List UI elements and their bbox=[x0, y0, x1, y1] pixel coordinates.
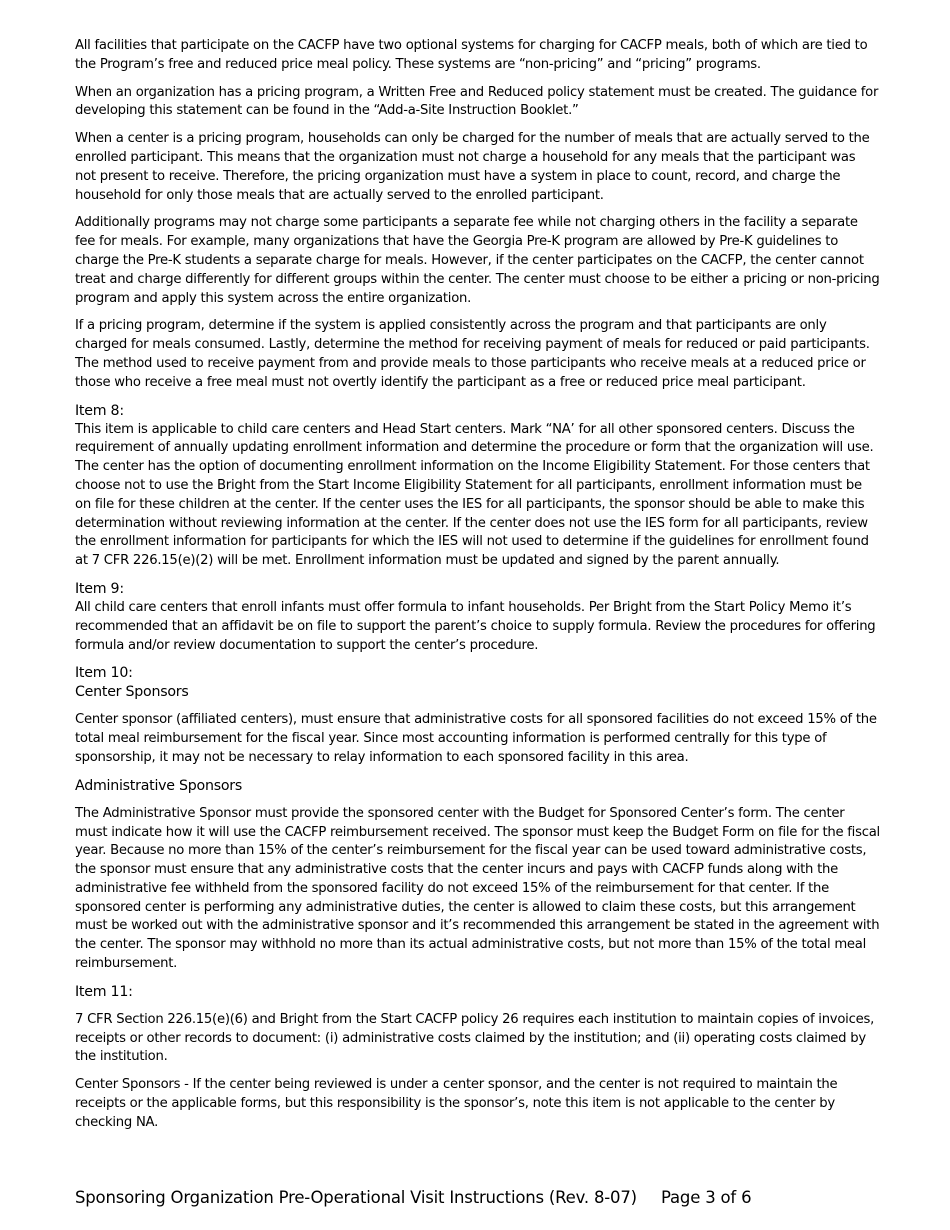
intro-paragraph-5: If a pricing program, determine if the system is applied consistently across the program and that participants are only charged for meals consumed. Lastly, determine the method for receiving payment of meals for reduced or paid participants. The method used to receive payment from and provide meals to those participants who receive meals at a reduced price or those who receive a free meal must not overtly identify the participant as a free or reduced price meal participant. bbox=[75, 318, 870, 390]
item-8-heading: Item 8: bbox=[75, 402, 124, 419]
document-body bbox=[75, 37, 880, 1142]
item-10-heading: Item 10: bbox=[75, 665, 133, 682]
center-sponsors-heading: Center Sponsors bbox=[75, 684, 189, 701]
page-footer bbox=[75, 1186, 880, 1210]
intro-paragraph-3: When a center is a pricing program, households can only be charged for the number of meals that are actually served to the enrolled participant. This means that the organization must not charge a household for any meals that the participant was not present to receive. Therefore, the pricing organization must have a system in place to count, record, and charge the household for only those meals that are actually served to the enrolled participant. bbox=[75, 131, 870, 203]
center-sponsors-text: Center sponsor (affiliated centers), must ensure that administrative costs for all sponsored facilities do not exceed 15% of the total meal reimbursement for the fiscal year. Since most accounting information is performed centrally for this type of sponsorship, it may not be necessary to relay information to each sponsored facility in this area. bbox=[75, 712, 877, 765]
intro-paragraph-1: All facilities that participate on the CACFP have two optional systems for charging for CACFP meals, both of which are tied to the Program’s free and reduced price meal policy. These systems are “non-pricing” and “pricing” programs. bbox=[75, 38, 868, 72]
item-8-text: This item is applicable to child care centers and Head Start centers. Mark “NA’ for all other sponsored centers. Discuss the requirement of annually updating enrollment information and determine the procedure or form that the organization will use. The center has the option of documenting enrollment information on the Income Eligibility Statement. For those centers that choose not to use the Bright from the Start Income Eligibility Statement for all participants, enrollment information must be on file for these children at the center. If the center uses the IES for all participants, the sponsor should be able to make this determination without reviewing information at the center. If the center does not use the IES form for all participants, review the enrollment information for participants for which the IES will not used to determine if the guidelines for enrollment found at 7 CFR 226.15(e)(2) will be met. Enrollment information must be updated and signed by the parent annually. bbox=[75, 421, 874, 569]
administrative-sponsors-heading: Administrative Sponsors bbox=[75, 777, 243, 794]
page-number: Page 3 of 6 bbox=[661, 1188, 752, 1207]
item-11-center-sponsors-text: Center Sponsors - If the center being reviewed is under a center sponsor, and the center is not required to maintain the receipts or the applicable forms, but this responsibility is the sponsor’s, note this item is not applicable to the center by checking NA. bbox=[75, 1077, 838, 1130]
item-11-heading: Item 11: bbox=[75, 983, 133, 1000]
item-9-text: All child care centers that enroll infants must offer formula to infant households. Per Bright from the Start Policy Memo it’s recommended that an affidavit be on file to support the parent’s choice to supply formula. Review the procedures for offering formula and/or review documentation to support the center’s procedure. bbox=[75, 599, 876, 653]
item-11-text: 7 CFR Section 226.15(e)(6) and Bright from the Start CACFP policy 26 requires each institution to maintain copies of invoices, receipts or other records to document: (i) administrative costs claimed by the institution; and (ii) operating costs claimed by the institution. bbox=[75, 1011, 875, 1065]
intro-paragraph-2: When an organization has a pricing program, a Written Free and Reduced policy statement must be created. The guidance for developing this statement can be found in the “Add-a-Site Instruction Booklet.” bbox=[75, 84, 879, 119]
administrative-sponsors-text: The Administrative Sponsor must provide the sponsored center with the Budget for Sponsored Center’s form. The center must indicate how it will use the CACFP reimbursement received. The sponsor must keep the Budget Form on file for the fiscal year. Because no more than 15% of the center’s reimbursement for the fiscal year can be used toward administrative costs, the sponsor must ensure that any administrative costs that the center incurs and pays with CACFP funds along with the administrative fee withheld from the sponsored facility do not exceed 15% of the reimbursement for that center. If the sponsored center is performing any administrative duties, the center is allowed to claim these costs, but this arrangement must be worked out with the administrative sponsor and it’s recommended this arrangement be stated in the agreement with the center. The sponsor may withhold no more than its actual administrative costs, but not more than 15% of the total meal reimbursement. bbox=[75, 805, 880, 972]
item-9-heading: Item 9: bbox=[75, 580, 124, 597]
intro-paragraph-4: Additionally programs may not charge some participants a separate fee while not charging others in the facility a separate fee for meals. For example, many organizations that have the Georgia Pre-K program are allowed by Pre-K guidelines to charge the Pre-K students a separate charge for meals. However, if the center participates on the CACFP, the center cannot treat and charge differently for different groups within the center. The center must choose to be either a pricing or non-pricing program and apply this system across the entire organization. bbox=[75, 215, 880, 306]
footer-title: Sponsoring Organization Pre-Operational Visit Instructions (Rev. 8-07) bbox=[75, 1188, 637, 1207]
